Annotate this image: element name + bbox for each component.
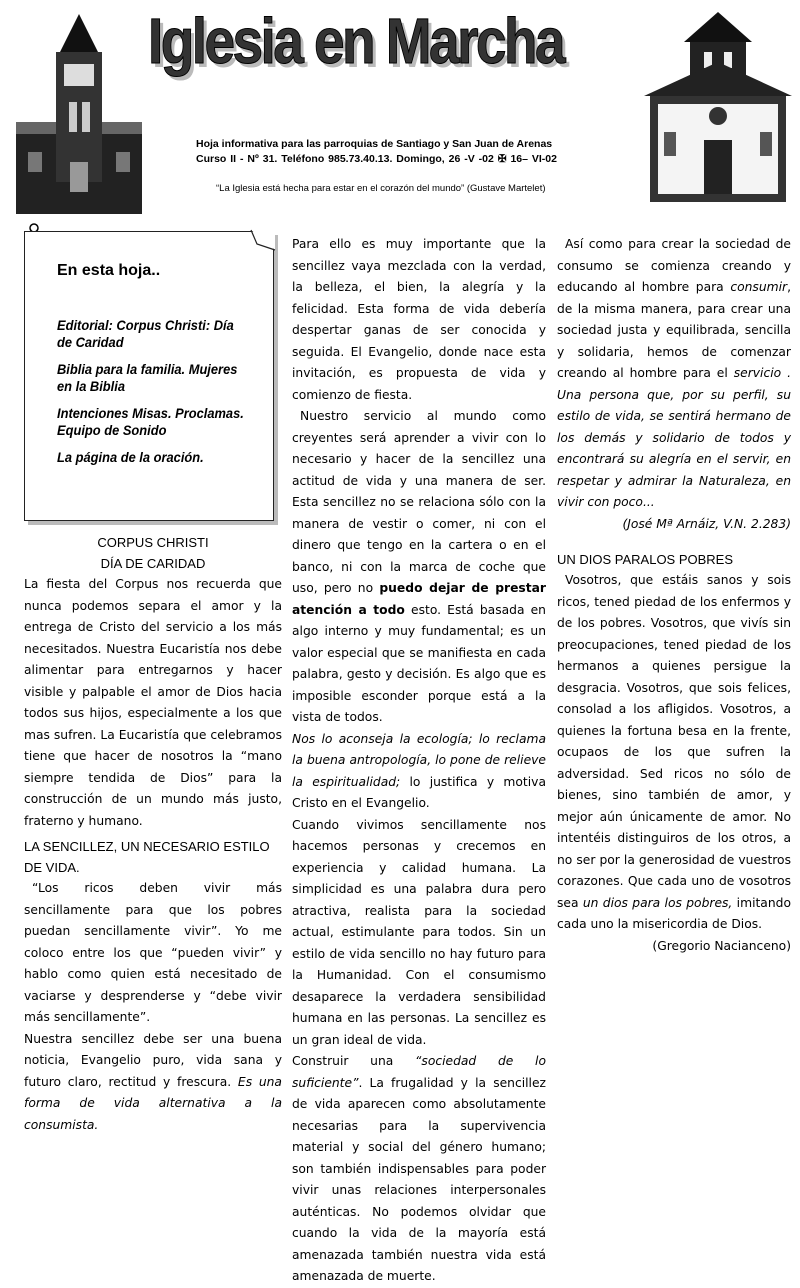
issue-info: Curso II - Nº 31. Teléfono 985.73.40.13. Domingo, 26 -V -02 ✠ 16– VI-02 <box>196 153 557 165</box>
text-run: Nuestro servicio al mundo como creyentes será aprender a vivir con lo necesario y hacer de la sencillez una actitud de vida y una manera de ser. Esta sencillez no se relaciona sólo con la manera de vestir o comer, ni con el dinero que tengo en la cartera o en el banco, ni con la marca de coche que uso, pero no <box>292 409 546 595</box>
header-quote: “La Iglesia está hecha para estar en el corazón del mundo” (Gustave Martelet) <box>216 183 546 194</box>
text-run: . La frugalidad y la sencillez de vida aparecen como absolutamente necesarias para la supervivencia material y social del género humano; son también indispensables para poder vivir unas relaciones interpersonales auténticas. No podemos olvidar que cuando la vida de la mayoría está amenazada también nuestra vida está amenazada de muerte. <box>292 1075 546 1283</box>
masthead <box>0 0 800 215</box>
article-paragraph: Para ello es muy importante que la sencillez vaya mezclada con la verdad, la belleza, el bien, la alegría y la felicidad. Esta forma de vida debería despertar ganas de ser conocida y seguida. El Evangelio, donde nace esta invitación, es propuesta de vida y comienzo de fiesta. <box>292 237 546 402</box>
church-facade-right-icon <box>644 12 792 202</box>
newsletter-title: Iglesia en Marcha <box>148 5 564 77</box>
contents-list <box>57 317 267 476</box>
article-paragraph <box>292 406 546 729</box>
bold-run: puedo dejar de prestar atención a todo <box>292 581 546 617</box>
article-paragraph: Cuando vivimos sencillamente nos hacemos personas y crecemos en experiencia y calidad humana. La simplicidad es una palabra dura pero atractiva, realista para la sociedad actual, estimulante para todos. Sin un estilo de vida sencillo no hay futuro para la Humanidad. Con el consumismo desaparece la verdadera sensibilidad humana en las personas. La sencillez es un gran ideal de vida. <box>292 817 546 1047</box>
article-heading-line2: DÍA DE CARIDAD <box>100 556 206 571</box>
article-paragraph <box>24 1029 282 1137</box>
article-heading: UN DIOS PARALOS POBRES <box>557 552 734 567</box>
italic-run: Es una forma de vida alternativa a la consumista. <box>24 1074 282 1132</box>
newsletter-subtitle: Hoja informativa para las parroquias de Santiago y San Juan de Arenas <box>196 138 553 150</box>
column-3 <box>557 234 791 957</box>
italic-run: consumir <box>730 280 788 294</box>
italic-run: “sociedad de lo suficiente” <box>292 1054 546 1090</box>
article-paragraph <box>292 1051 546 1288</box>
signature-text: (José Mª Arnáiz, V.N. 2.283) <box>622 516 791 531</box>
page-curl-icon <box>251 230 275 250</box>
article-subheading: LA SENCILLEZ, UN NECESARIO ESTILO DE VIDA. <box>24 839 270 875</box>
text-run: Construir una <box>292 1054 394 1068</box>
contents-item: Biblia para la familia. Mujeres en la Biblia <box>57 361 238 394</box>
italic-run: Nos lo aconseja la ecología; lo reclama la buena antropología, lo pone de relieve la espiritualidad; <box>292 731 546 789</box>
spacer <box>557 535 791 545</box>
article-paragraph <box>292 729 546 815</box>
text-run: , de la misma manera, para crear una sociedad justa y equilibrada, sencilla y solidaria, hemos de comenzar creando al hombre para el <box>557 280 791 380</box>
column-1 <box>24 532 282 1136</box>
article-paragraph: “Los ricos deben vivir más sencillamente para que los pobres puedan sencillamente vivir”. Yo me coloco entre los que “pueden vivir” y hablo como quien está necesitado de vaciarse y desprenderse y “debe vivir más sencillamente”. <box>24 881 282 1024</box>
article-heading-line1: CORPUS CHRISTI <box>97 535 209 550</box>
text-run: lo justifica y motiva Cristo en el Evangelio. <box>292 774 546 810</box>
text-run: Vosotros, que estáis sanos y sois ricos, tened piedad de los enfermos y de los pobres. Vosotros, que vivís sin preocupaciones, tened piedad de los hermanos a quienes persigue la desgracia. Vosotros, que sois felices, consolad a los afligidos. Vosotros, a quienes la fortuna besa en la frente, ocupaos de los que sufren la adversidad. Sed ricos no sólo de bienes, sino también de amor, y mejor aún únicamente de amor. No intentéis distinguiros de los otros, a no ser por la generosidad de vuestros corazones. Que cada uno de vosotros sea <box>557 573 791 910</box>
italic-run: un dios para los pobres, <box>582 895 733 910</box>
article-signature <box>557 514 791 536</box>
column-2 <box>292 234 546 1288</box>
article-paragraph: La fiesta del Corpus nos recuerda que nunca podemos separa el amor y la entrega de Cristo del servicio a los más necesitados. Nuestra Eucaristía nos debe alimentar para entregarnos y hacer visible y palpable el amor de Dios hacia todos sus hijos, especialmente a los que mas sufren. La Eucaristía que celebramos tiene que hacer de nosotros la “mano siempre tendida de Dios” para la construcción de un mundo más justo, fraterno y humano. <box>24 577 282 828</box>
contents-item: Intenciones Misas. Proclamas. Equipo de Sonido <box>57 405 244 438</box>
article-signature: (Gregorio Nacianceno) <box>652 938 791 953</box>
text-run: Nuestra sencillez debe ser una buena noticia, Evangelio puro, vida sana y futuro claro, rectitud y frescura. <box>24 1031 282 1089</box>
text-run: Así como para crear la sociedad de consumo se comienza creando y educando al hombre para <box>557 237 791 294</box>
article-paragraph <box>557 234 791 514</box>
contents-heading: En esta hoja.. <box>57 262 161 279</box>
contents-box <box>24 231 274 521</box>
text-run: esto. Está basada en algo interno y muy fundamental; es un valor especial que se manifiesta en cada palabra, gesto y decisión. Es algo que es imposible esconder porque está a la vista de todos. <box>292 602 546 724</box>
contents-item: La página de la oración. <box>57 449 204 465</box>
article-paragraph <box>557 570 791 936</box>
italic-run: servicio . Una persona que, por su perfil, su estilo de vida, se sentirá hermano de los demás y solidario de todos y encontrará su alegría en el servir, en respetar y admirar la Naturaleza, en vivir con poco... <box>557 366 791 509</box>
text-run: imitando cada uno la misericordia de Dios. <box>557 895 791 931</box>
contents-item: Editorial: Corpus Christi: Día de Caridad <box>57 317 234 350</box>
church-tower-left-icon <box>14 12 144 214</box>
